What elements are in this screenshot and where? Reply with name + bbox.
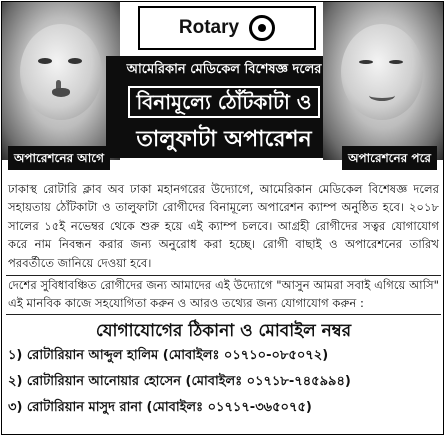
mouth-before (52, 88, 70, 97)
rotary-logo-text: Rotary (178, 17, 240, 38)
intro-paragraph: ঢাকাস্থ রোটারি ক্লাব অব ঢাকা মহানগরের উদ্যোগে, আমেরিকান মেডিকেল বিশেষজ্ঞ দলের সহায়তায় ঠোঁটকাটা ও তালুফাটা রোগীদের বিনামূল্যে অপারেশন ক্যাম্প অনুষ্ঠিত হবে। ২০১৮ সালের ১৫ই নভেম্বর থেকে শুরু হয়ে এই ক্যাম্প চলবে। আগ্রহী রোগীদের সত্বর যোগাযোগ করে নাম নিবন্ধন করার জন্য অনুরোধ করা হচ্ছে। রোগী বাছাই ও অপারেশনের তারিখ পরবর্তীতে জানিয়ে দেওয়া হবে। (8, 182, 439, 270)
headline-line-1: আমেরিকান মেডিকেল বিশেষজ্ঞ দলের (126, 62, 322, 77)
contact-heading: যোগাযোগের ঠিকানা ও মোবাইল নম্বর (95, 321, 352, 341)
contact-list (8, 343, 439, 421)
eye-right (68, 58, 82, 64)
advertisement (1, 1, 444, 435)
caption-before-surgery: অপারেশনের আগে (8, 146, 110, 170)
headline-band (106, 56, 342, 158)
mouth-after (369, 90, 395, 101)
after-surgery-photo (323, 2, 443, 160)
eye-left (38, 58, 52, 64)
appeal-paragraph: দেশের সুবিধাবঞ্চিত রোগীদের জন্য আমাদের এই উদ্যোগে "আসুন আমরা সবাই এগিয়ে আসি" এই মানবিক কাজে সহযোগিতা করুন ও আরও তথ্যের জন্য যোগাযোগ করুন : (8, 278, 439, 311)
rotary-logo (138, 6, 316, 50)
contact-item: ৩) রোটারিয়ান মাসুদ রানা (মোবাইলঃ ০১৭১৭-৩৬৫০৭৫) (8, 400, 312, 415)
contact-item: ১) রোটারিয়ান আব্দুল হালিম (মোবাইলঃ ০১৭১০-০৮৫০৭২) (8, 348, 329, 363)
child-face-after (341, 24, 423, 120)
child-face-before (20, 24, 102, 120)
rotary-wheel-icon (249, 15, 275, 41)
ad-banner (2, 2, 443, 176)
section-divider (6, 314, 441, 315)
caption-after-surgery: অপারেশনের পরে (342, 146, 437, 170)
eye-right (389, 60, 403, 64)
headline-line-3: তালুফাটা অপারেশন (136, 127, 312, 152)
before-surgery-photo (2, 2, 120, 160)
eye-left (359, 60, 373, 64)
headline-line-2: বিনামূল্যে ঠোঁটকাটা ও (128, 86, 320, 118)
contact-item: ২) রোটারিয়ান আনোয়ার হোসেন (মোবাইলঃ ০১৭১৮-৭৪৫৯৯৪) (8, 374, 351, 389)
